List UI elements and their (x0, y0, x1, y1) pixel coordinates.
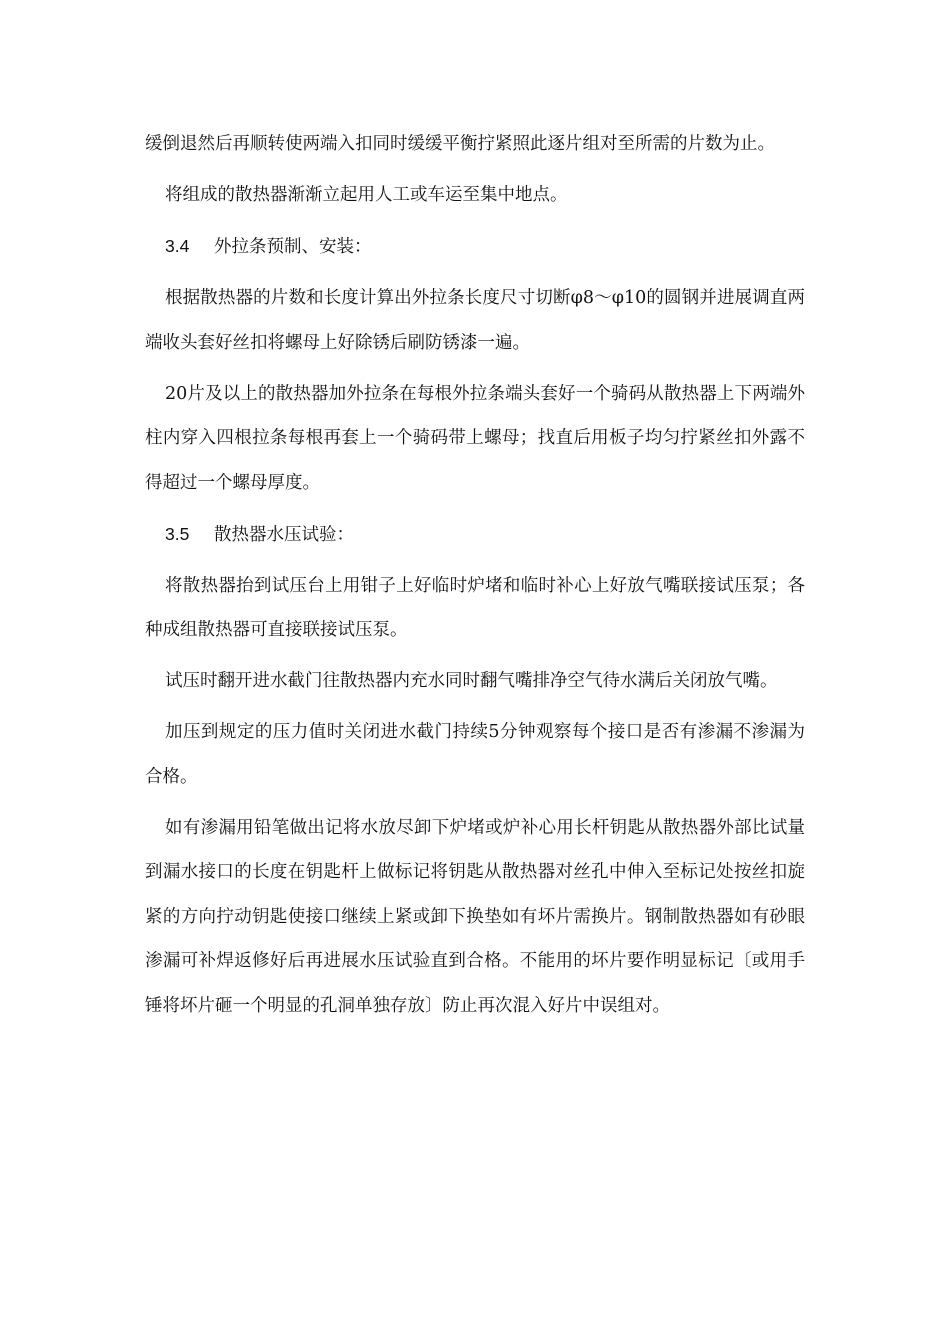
section-number: 3.5 (165, 523, 190, 544)
paragraph-2: 将组成的散热器渐渐立起用人工或车运至集中地点。 (165, 185, 568, 205)
paragraph-1: 缓倒退然后再顺转使两端入扣同时缓缓平衡拧紧照此逐片组对至所需的片数为止。 (145, 134, 775, 154)
document-body (145, 122, 805, 1035)
section-heading-3-5 (145, 512, 805, 558)
paragraph-8: 如有渗漏用铅笔做出记将水放尽卸下炉堵或炉补心用长杆钥匙从散热器外部比试量到漏水接口的长度在钥匙杆上做标记将钥匙从散热器对丝孔中伸入至标记处按丝扣旋紧的方向拧动钥匙使接口继续上紧或卸下换垫如有坏片需换片。钢制散热器如有砂眼渗漏可补焊返修好后再进展水压试验直到合格。不能用的坏片要作明显标记〔或用手锤将坏片砸一个明显的孔洞单独存放〕防止再次混入好片中误组对。 (145, 817, 805, 1016)
paragraph-6: 试压时翻开进水截门往散热器内充水同时翻气嘴排净空气待水满后关闭放气嘴。 (165, 671, 778, 691)
section-title: 散热器水压试验： (214, 524, 354, 545)
section-number: 3.4 (165, 236, 190, 256)
section-heading-3-4 (145, 224, 805, 270)
paragraph-5: 将散热器抬到试压台上用钳子上好临时炉堵和临时补心上好放气嘴联接试压泵；各种成组散热器可直接联接试压泵。 (145, 575, 805, 640)
paragraph-3: 根据散热器的片数和长度计算出外拉条长度尺寸切断φ8～φ10的圆钢并进展调直两端收头套好丝扣将螺母上好除锈后刷防锈漆一遍。 (145, 288, 805, 353)
paragraph-4: 20片及以上的散热器加外拉条在每根外拉条端头套好一个骑码从散热器上下两端外柱内穿入四根拉条每根再套上一个骑码带上螺母；找直后用板子均匀拧紧丝扣外露不得超过一个螺母厚度。 (145, 383, 805, 493)
paragraph-7: 加压到规定的压力值时关闭进水截门持续5分钟观察每个接口是否有渗漏不渗漏为合格。 (145, 722, 805, 787)
section-title: 外拉条预制、安装： (214, 237, 372, 257)
